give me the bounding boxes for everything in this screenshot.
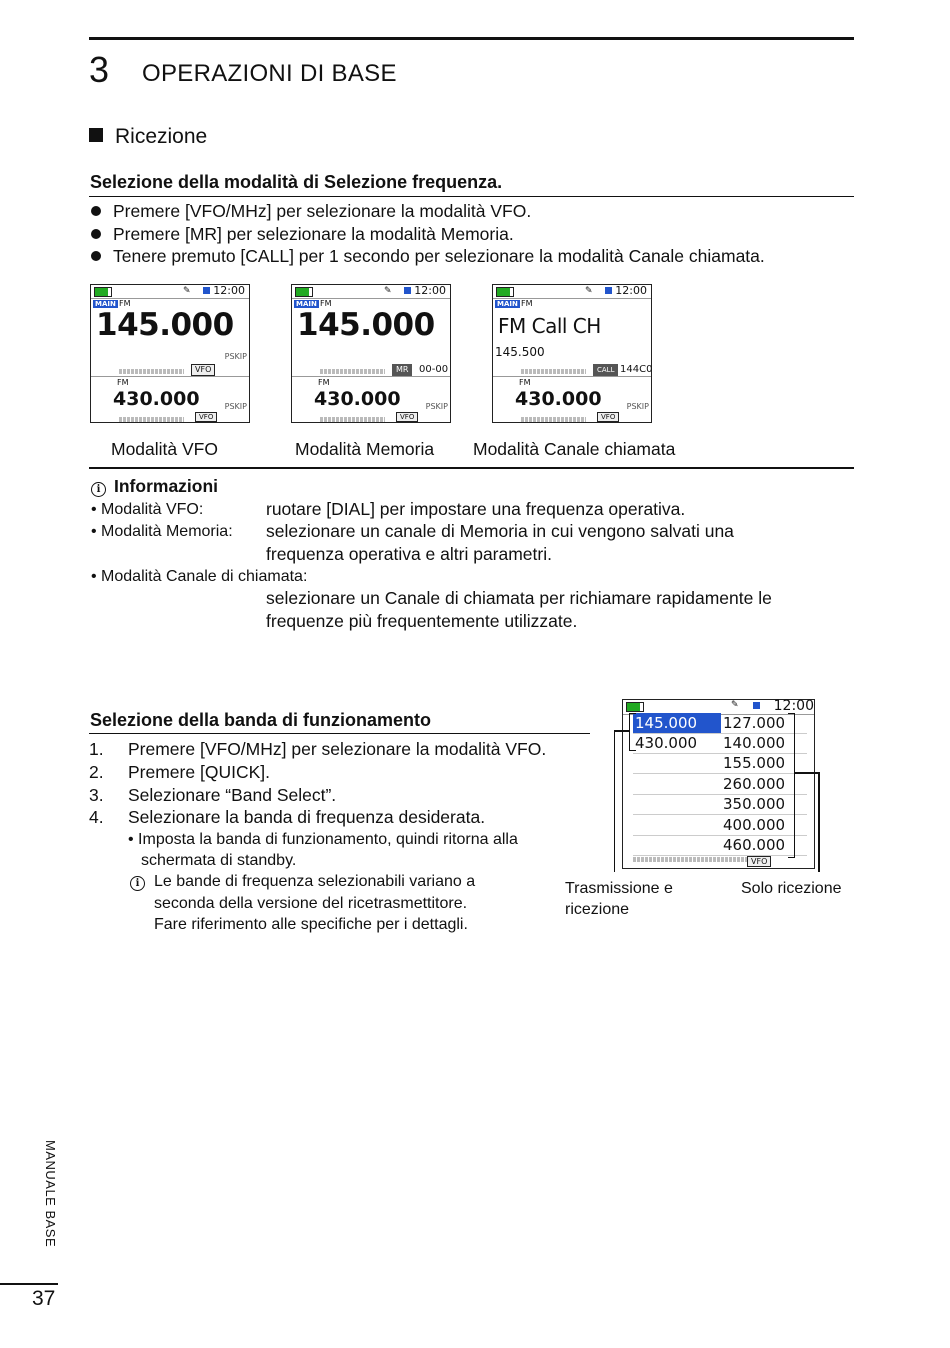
info-label: • Modalità Canale di chiamata: <box>91 568 308 585</box>
sd-icon <box>404 287 411 294</box>
main-frequency: 145.000 <box>96 307 234 343</box>
band-select-heading: Selezione della banda di funzionamento <box>90 710 432 730</box>
tx-rx-label: Trasmissione e <box>565 880 673 897</box>
tx-rx-bracket <box>629 713 636 751</box>
band-option: 260.000 <box>723 775 786 793</box>
side-tab-text: MANUALE BASE <box>43 1140 58 1248</box>
note-text: seconda della versione del ricetrasmettitore. <box>154 895 468 912</box>
battery-icon <box>94 287 112 297</box>
bullet-item: Tenere premuto [CALL] per 1 secondo per selezionare la modalità Canale chiamata. <box>91 245 765 268</box>
memory-screen: ✎ 12:00 MAIN FM 145.000 MR 00-00 FM 430.000 PSKIP VFO <box>291 284 451 423</box>
band-list-screen: ✎ 12:00 145.000 127.000 430.000 140.000 155.000 260.000 350.000 400.000 460.000 VFO <box>622 699 815 869</box>
band-option: 460.000 <box>723 836 786 854</box>
gps-icon: ✎ <box>384 286 392 296</box>
info-icon: i <box>91 482 106 497</box>
square-bullet-icon <box>89 128 103 142</box>
vfo-screen: ✎ 12:00 MAIN FM 145.000 PSKIP VFO FM 430.000 PSKIP VFO <box>90 284 250 423</box>
info-label: • Modalità Memoria: <box>91 523 233 540</box>
battery-icon <box>626 702 644 712</box>
band-option: 155.000 <box>723 754 786 772</box>
rx-only-label: Solo ricezione <box>741 880 842 897</box>
sd-icon <box>203 287 210 294</box>
info-text: frequenza operativa e altri parametri. <box>266 544 552 564</box>
step-text: Premere [VFO/MHz] per selezionare la modalità VFO. <box>128 739 547 759</box>
info-heading: i Informazioni <box>91 476 218 497</box>
step-text: Premere [QUICK]. <box>128 762 270 782</box>
info-text: ruotare [DIAL] per impostare una frequenza operativa. <box>266 499 686 519</box>
step-number: 1. <box>89 739 104 759</box>
sd-icon <box>605 287 612 294</box>
gps-icon: ✎ <box>731 700 739 710</box>
gps-icon: ✎ <box>585 286 593 296</box>
band-option: 430.000 <box>635 734 698 752</box>
rx-only-leader <box>818 772 820 872</box>
tx-rx-label: ricezione <box>565 901 630 918</box>
call-caption: Modalità Canale chiamata <box>473 439 676 459</box>
s-meter <box>633 857 753 862</box>
info-label: • Modalità VFO: <box>91 501 204 518</box>
battery-icon <box>295 287 313 297</box>
sub-frequency: 430.000 <box>314 388 401 410</box>
call-screen: ✎ 12:00 MAIN FM FM Call CH 145.500 CALL 144C0 FM 430.000 PSKIP VFO <box>492 284 652 423</box>
sub-bullet: • Imposta la banda di funzionamento, quindi ritorna alla <box>128 831 518 848</box>
mode-select-rule <box>89 196 854 197</box>
rx-only-bracket <box>788 713 795 858</box>
gps-icon: ✎ <box>183 286 191 296</box>
memory-caption: Modalità Memoria <box>295 439 435 459</box>
step-text: Selezionare la banda di frequenza desiderata. <box>128 807 486 827</box>
step-number: 3. <box>89 785 104 805</box>
vfo-caption: Modalità VFO <box>111 439 218 459</box>
chapter-title: OPERAZIONI DI BASE <box>142 60 397 87</box>
call-channel-name: FM Call CH <box>498 314 601 338</box>
band-option: 400.000 <box>723 816 786 834</box>
bullet-item: Premere [MR] per selezionare la modalità Memoria. <box>91 223 514 246</box>
band-option: 127.000 <box>723 714 786 732</box>
info-text: selezionare un Canale di chiamata per richiamare rapidamente le <box>266 588 772 608</box>
s-meter <box>521 369 586 374</box>
note-text: Le bande di frequenza selezionabili variano a <box>154 873 476 890</box>
step-number: 2. <box>89 762 104 782</box>
sub-frequency: 430.000 <box>515 388 602 410</box>
page-number-rule <box>0 1283 58 1285</box>
step-number: 4. <box>89 807 104 827</box>
sd-icon <box>753 702 760 709</box>
s-meter <box>119 369 184 374</box>
bullet-item: Premere [VFO/MHz] per selezionare la modalità VFO. <box>91 200 531 223</box>
note-text: Fare riferimento alle specifiche per i dettagli. <box>154 916 468 933</box>
s-meter <box>320 369 385 374</box>
header-rule <box>89 37 854 40</box>
mode-select-heading: Selezione della modalità di Selezione frequenza. <box>90 172 503 192</box>
battery-icon <box>496 287 514 297</box>
sub-frequency: 430.000 <box>113 388 200 410</box>
info-rule <box>89 467 854 469</box>
info-text: selezionare un canale di Memoria in cui vengono salvati una <box>266 521 734 541</box>
main-frequency: 145.000 <box>297 307 435 343</box>
step-text: Selezionare “Band Select”. <box>128 785 337 805</box>
info-text: frequenze più frequentemente utilizzate. <box>266 611 578 631</box>
band-option: 350.000 <box>723 795 786 813</box>
section-title: Ricezione <box>89 124 207 150</box>
band-select-rule <box>89 733 590 734</box>
sub-bullet: schermata di standby. <box>141 852 297 869</box>
tx-rx-leader <box>614 730 630 872</box>
info-icon: i <box>130 876 145 891</box>
band-option: 140.000 <box>723 734 786 752</box>
band-option-selected: 145.000 <box>633 713 721 733</box>
page-number: 37 <box>32 1287 56 1310</box>
chapter-number: 3 <box>89 49 110 90</box>
